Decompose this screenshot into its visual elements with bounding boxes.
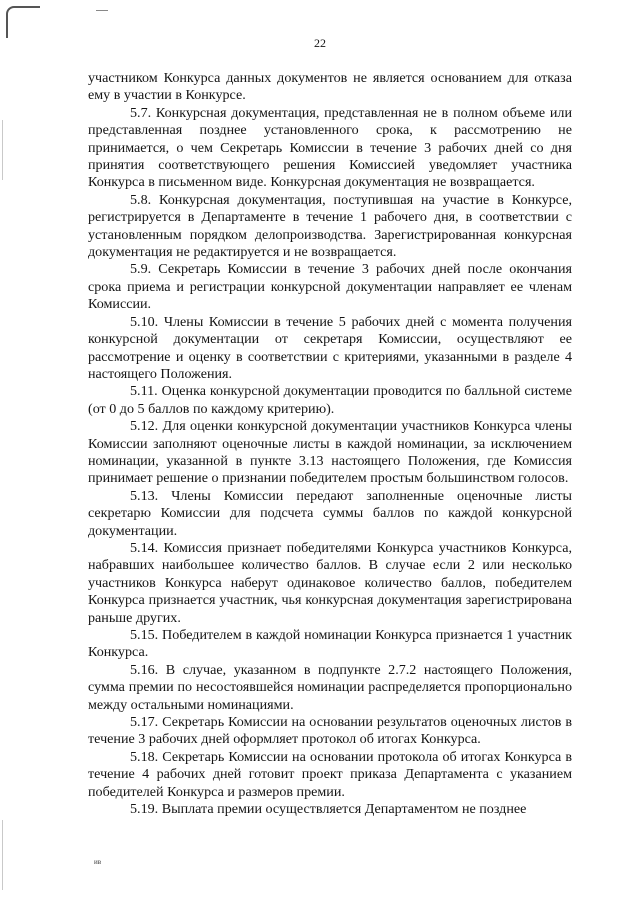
paragraph-5-12: 5.12. Для оценки конкурсной документации участников Конкурса члены Комиссии заполняют оценочные листы в каждой номинации, за исключением номинации, указанной в пункте 3.13 настоящего Положения, где Комиссия принимает решение о признании победителем простым большинством голосов. — [88, 418, 572, 487]
paragraph-5-10: 5.10. Члены Комиссии в течение 5 рабочих дней с момента получения конкурсной документации от секретаря Комиссии, осуществляют ее рассмотрение и оценку в соответствии с критериями, указанными в разделе 4 настоящего Положения. — [88, 313, 572, 382]
scan-corner-mark — [6, 6, 40, 38]
paragraph-5-9: 5.9. Секретарь Комиссии в течение 3 рабочих дней после окончания срока приема и регистрации конкурсной документации направляет ее членам Комиссии. — [88, 261, 572, 313]
paragraph-5-16: 5.16. В случае, указанном в подпункте 2.7.2 настоящего Положения, сумма премии по несостоявшейся номинации распределяется пропорционально между остальными номинациями. — [88, 661, 572, 713]
paragraph-5-11: 5.11. Оценка конкурсной документации проводится по балльной системе (от 0 до 5 баллов по каждому критерию). — [88, 383, 572, 417]
paragraph-5-13: 5.13. Члены Комиссии передают заполненные оценочные листы секретарю Комиссии для подсчета суммы баллов по каждой конкурсной документации. — [88, 487, 572, 539]
paragraph-5-14: 5.14. Комиссия признает победителями Конкурса участников Конкурса, набравших наибольшее количество баллов. В случае если 2 или несколько участников Конкурса наберут одинаковое количество баллов, победителем Конкурса признается участник, чья конкурсная документация зарегистрирована раньше других. — [88, 539, 572, 626]
paragraph-5-18: 5.18. Секретарь Комиссии на основании протокола об итогах Конкурса в течение 4 рабочих дней готовит проект приказа Департамента с указанием победителей Конкурса и размеров премии. — [88, 748, 572, 800]
paragraph-5-7: 5.7. Конкурсная документация, представленная не в полном объеме или представленная позднее установленного срока, к рассмотрению не принимается, о чем Секретарь Комиссии в течение 3 рабочих дней со дня принятия соответствующего решения Комиссией уведомляет участника Конкурса в письменном виде. Конкурсная документация не возвращается. — [88, 104, 572, 191]
scan-edge-speck — [2, 820, 3, 890]
footer-initials: ив — [94, 858, 102, 866]
scan-top-dash — [96, 10, 108, 11]
page-number: 22 — [314, 36, 326, 50]
scan-edge-speck — [2, 120, 3, 180]
paragraph-5-17: 5.17. Секретарь Комиссии на основании результатов оценочных листов в течение 3 рабочих дней оформляет протокол об итогах Конкурса. — [88, 714, 572, 748]
document-body — [88, 70, 572, 818]
paragraph-continuation: участником Конкурса данных документов не является основанием для отказа ему в участии в Конкурсе. — [88, 70, 572, 104]
paragraph-5-19: 5.19. Выплата премии осуществляется Департаментом не позднее — [130, 801, 527, 818]
paragraph-5-8: 5.8. Конкурсная документация, поступившая на участие в Конкурсе, регистрируется в Департаменте в течение 1 рабочего дня, в соответствии с установленным порядком делопроизводства. Зарегистрированная конкурсная документация не редактируется и не возвращается. — [88, 191, 572, 261]
paragraph-5-15: 5.15. Победителем в каждой номинации Конкурса признается 1 участник Конкурса. — [88, 627, 572, 661]
